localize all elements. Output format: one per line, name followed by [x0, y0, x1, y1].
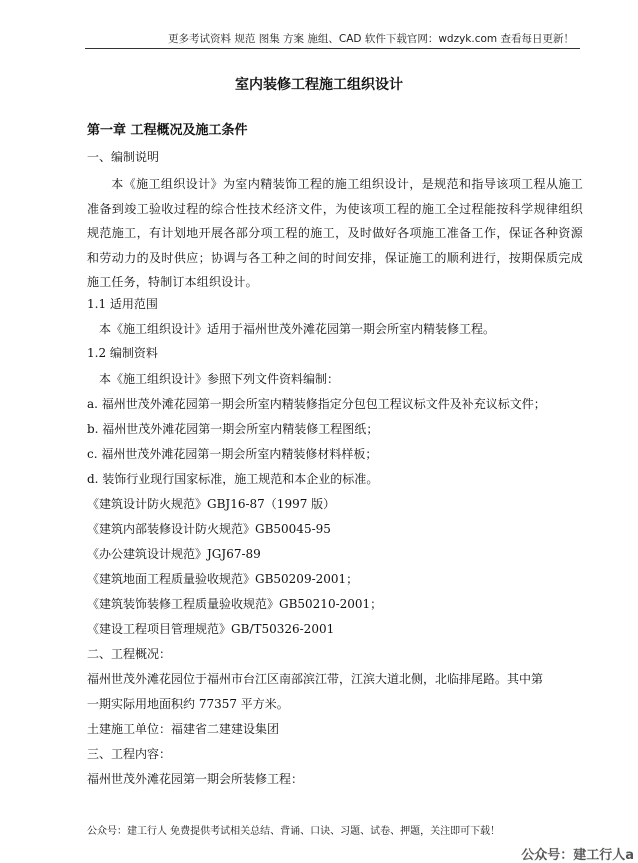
list-item: c. 福州世茂外滩花园第一期会所室内精装修材料样板； [87, 447, 378, 461]
subsection-1-2: 1.2 编制资料 [87, 346, 158, 360]
overview-line-2: 一期实际用地面积约 77357 平方米。 [87, 697, 289, 711]
contractor-line: 土建施工单位：福建省二建建设集团 [87, 722, 280, 736]
list-item: a. 福州世茂外滩花园第一期会所室内精装修指定分包包工程议标文件及补充议标文件； [87, 397, 546, 411]
footer-text: 公众号：建工行人 免费提供考试相关总结、背诵、口诀、习题、试卷、押题，关注即可下载！ [87, 826, 501, 837]
chapter-heading: 第一章 工程概况及施工条件 [87, 123, 248, 138]
code-item: 《办公建筑设计规范》JGJ67-89 [87, 547, 261, 561]
watermark: 公众号：建工行人a [521, 848, 634, 863]
overview-line-1: 福州世茂外滩花园位于福州市台江区南部滨江带，江滨大道北侧，北临排尾路。其中第 [87, 672, 544, 686]
intro-paragraph [87, 172, 583, 295]
subsection-1-1: 1.1 适用范围 [87, 297, 158, 311]
code-item: 《建筑地面工程质量验收规范》GB50209-2001； [87, 572, 359, 586]
code-item: 《建筑设计防火规范》GBJ16-87（1997 版） [87, 497, 336, 511]
section-heading-2: 二、工程概况： [87, 647, 172, 661]
section-heading-1: 一、编制说明 [87, 150, 160, 164]
list-item: d. 装饰行业现行国家标准，施工规范和本企业的标准。 [87, 472, 379, 486]
code-item: 《建设工程项目管理规范》GB/T50326-2001 [87, 622, 335, 636]
header-rule [85, 31, 580, 49]
list-item: b. 福州世茂外滩花园第一期会所室内精装修工程图纸； [87, 422, 379, 436]
page-title: 室内装修工程施工组织设计 [235, 77, 403, 93]
subsection-1-2-text: 本《施工组织设计》参照下列文件资料编制： [99, 372, 340, 386]
intro-text: 本《施工组织设计》为室内精装饰工程的施工组织设计，是规范和指导该项工程从施工准备到竣工验收过程的综合性技术经济文件，为使该项工程的施工全过程能按科学规律组织规范施工，有计划地开展各部分项工程的施工，及时做好各项施工准备工作，保证各种资源和劳动力的及时供应；协调与各工种之间的时间安排，保证施工的顺利进行，按期保质完成施工任务，特制订本组织设计。 [87, 177, 583, 289]
section-heading-3: 三、工程内容： [87, 747, 172, 761]
header-text: 更多考试资料 规范 图集 方案 施组、CAD 软件下载官网：wdzyk.com 查看每日更新！ [168, 33, 574, 45]
content-line: 福州世茂外滩花园第一期会所装修工程： [87, 772, 304, 786]
code-item: 《建筑内部装修设计防火规范》GB50045-95 [87, 522, 331, 536]
code-item: 《建筑装饰装修工程质量验收规范》GB50210-2001； [87, 597, 383, 611]
subsection-1-1-text: 本《施工组织设计》适用于福州世茂外滩花园第一期会所室内精装修工程。 [99, 322, 496, 336]
